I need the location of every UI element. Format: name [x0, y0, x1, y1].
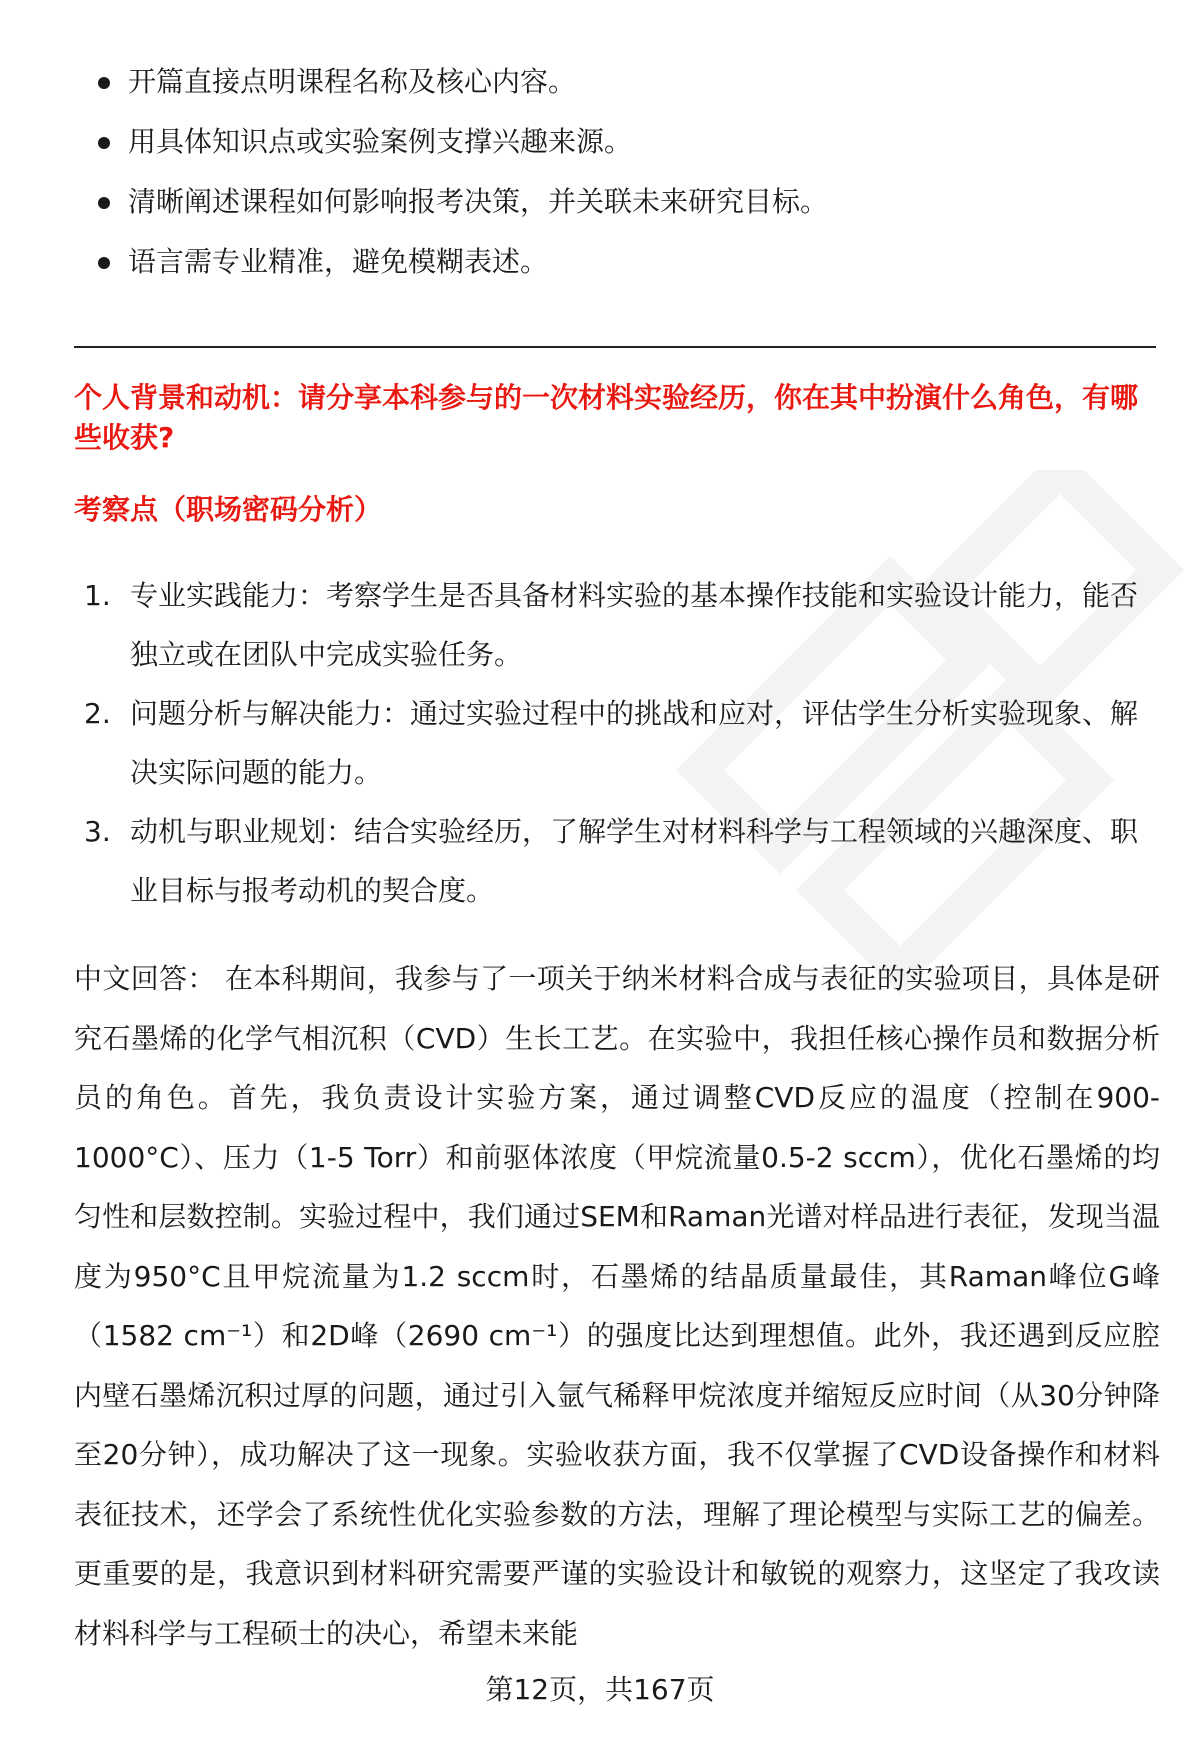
list-item — [80, 566, 1160, 684]
bullet-dot-icon — [98, 257, 110, 269]
assessment-points-list — [80, 566, 1160, 920]
page-number: 第12页，共167页 — [485, 1673, 715, 1706]
bullet-dot-icon — [98, 137, 110, 149]
list-item — [80, 684, 1160, 802]
bullet-dot-icon — [98, 77, 110, 89]
assessment-heading: 考察点（职场密码分析） — [74, 493, 383, 526]
item-number: 2. — [84, 697, 111, 730]
item-number: 3. — [84, 815, 111, 848]
bullet-dot-icon — [98, 197, 110, 209]
list-item-text: 开篇直接点明课程名称及核心内容。 — [128, 65, 577, 98]
list-item — [96, 242, 1146, 282]
list-item — [80, 802, 1160, 920]
list-item-text: 问题分析与解决能力：通过实验过程中的挑战和应对，评估学生分析实验现象、解决实际问题的能力。 — [130, 697, 1139, 789]
list-item — [96, 122, 1146, 162]
question-heading: 个人背景和动机：请分享本科参与的一次材料实验经历，你在其中扮演什么角色，有哪些收获? — [74, 381, 1139, 454]
answer-paragraph: 中文回答： 在本科期间，我参与了一项关于纳米材料合成与表征的实验项目，具体是研究石墨烯的化学气相沉积（CVD）生长工艺。在实验中，我担任核心操作员和数据分析员的角色。首先，我负责设计实验方案，通过调整CVD反应的温度（控制在900-1000°C）、压力（1-5 Torr）和前驱体浓度（甲烷流量0.5-2 sccm），优化石墨烯的均匀性和层数控制。实验过程中，我们通过SEM和Raman光谱对样品进行表征，发现当温度为950°C且甲烷流量为1.2 sccm时，石墨烯的结晶质量最佳，其Raman峰位G峰（1582 cm⁻¹）和2D峰（2690 cm⁻¹）的强度比达到理想值。此外，我还遇到反应腔内壁石墨烯沉积过厚的问题，通过引入氩气稀释甲烷浓度并缩短反应时间（从30分钟降至20分钟），成功解决了这一现象。实验收获方面，我不仅掌握了CVD设备操作和材料表征技术，还学会了系统性优化实验参数的方法，理解了理论模型与实际工艺的偏差。更重要的是，我意识到材料研究需要严谨的实验设计和敏锐的观察力，这坚定了我攻读材料科学与工程硕士的决心，希望未来能 — [74, 962, 1160, 1650]
item-number: 1. — [84, 579, 111, 612]
list-item-text: 动机与职业规划：结合实验经历，了解学生对材料科学与工程领域的兴趣深度、职业目标与报考动机的契合度。 — [130, 815, 1139, 907]
section-divider — [74, 346, 1156, 348]
list-item-text: 专业实践能力：考察学生是否具备材料实验的基本操作技能和实验设计能力，能否独立或在团队中完成实验任务。 — [130, 579, 1139, 671]
list-item — [96, 62, 1146, 102]
list-item — [96, 182, 1146, 222]
list-item-text: 用具体知识点或实验案例支撑兴趣来源。 — [128, 125, 633, 158]
list-item-text: 语言需专业精准，避免模糊表述。 — [128, 245, 549, 278]
tips-list — [96, 62, 1146, 302]
list-item-text: 清晰阐述课程如何影响报考决策，并关联未来研究目标。 — [128, 185, 829, 218]
